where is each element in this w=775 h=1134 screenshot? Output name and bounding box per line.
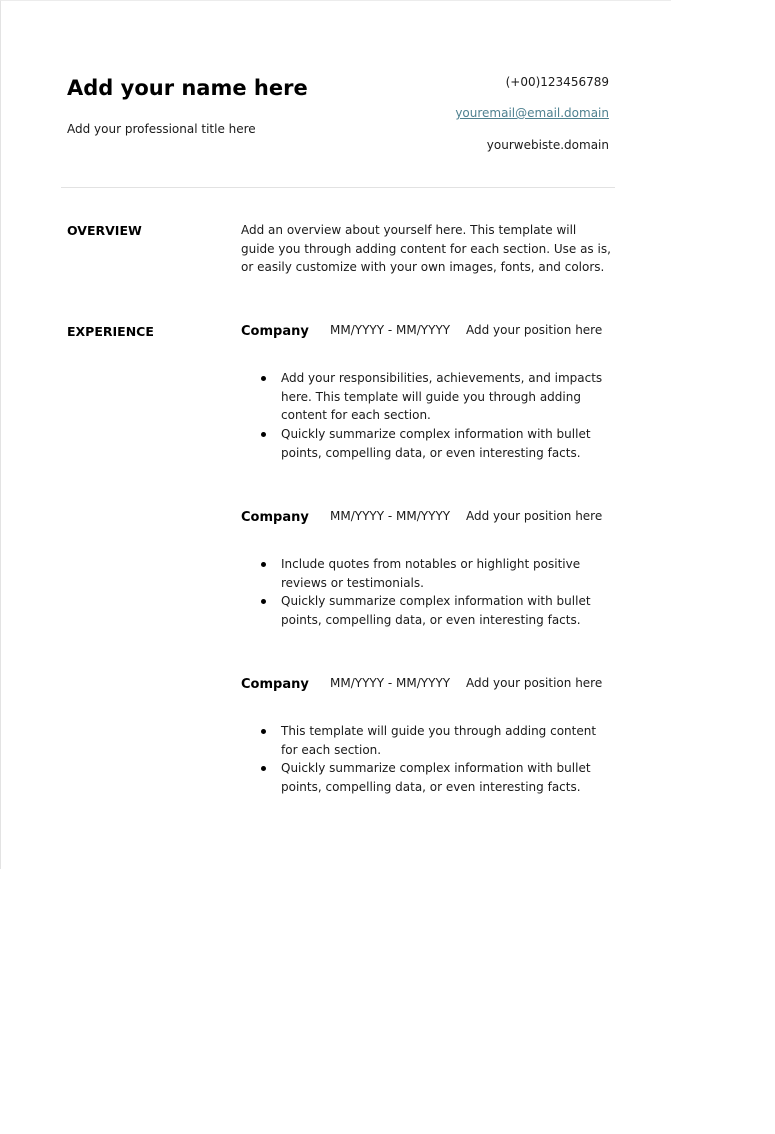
bullet-text: Add your responsibilities, achievements, and impacts here. This template will guide you through adding content for each section. — [281, 371, 603, 423]
bullet-list — [260, 555, 612, 630]
experience-heading: EXPERIENCE — [67, 324, 154, 339]
job-position[interactable]: Add your position here — [466, 509, 603, 523]
overview-text[interactable]: Add an overview about yourself here. This template will guide you through adding content for each section. Use as is, or easily customize with your own images, fonts, and colors. — [241, 223, 611, 275]
bullet-text: Include quotes from notables or highlight positive reviews or testimonials. — [281, 557, 581, 590]
bullet-item[interactable] — [260, 555, 612, 592]
job-header-row — [241, 323, 621, 343]
bullet-icon — [261, 729, 266, 734]
bullet-text: Quickly summarize complex information with bullet points, compelling data, or even interesting facts. — [281, 761, 591, 795]
professional-title[interactable]: Add your professional title here — [67, 122, 256, 136]
company-name[interactable]: Company — [241, 510, 309, 525]
job-dates[interactable]: MM/YYYY - MM/YYYY — [330, 676, 451, 690]
job-position[interactable]: Add your position here — [466, 323, 603, 337]
bullet-item[interactable] — [260, 425, 612, 462]
email-link[interactable]: youremail@email.domain — [455, 106, 609, 120]
bullet-text: This template will guide you through adding content for each section. — [281, 724, 597, 757]
job-dates[interactable]: MM/YYYY - MM/YYYY — [330, 509, 451, 523]
bullet-icon — [261, 599, 266, 604]
bullet-icon — [261, 376, 266, 381]
bullet-icon — [261, 432, 266, 437]
experience-entry — [241, 323, 621, 460]
bullet-item[interactable] — [260, 759, 612, 796]
bullet-icon — [261, 562, 266, 567]
experience-entry — [241, 676, 621, 795]
job-header-row — [241, 676, 621, 696]
company-name[interactable]: Company — [241, 324, 309, 339]
job-position[interactable]: Add your position here — [466, 676, 603, 690]
bullet-item[interactable] — [260, 369, 612, 425]
bullet-list — [260, 369, 612, 463]
job-header-row — [241, 509, 621, 529]
bullet-list — [260, 722, 612, 797]
experience-entry — [241, 509, 621, 628]
overview-heading: OVERVIEW — [67, 223, 142, 238]
bullet-text: Quickly summarize complex information with bullet points, compelling data, or even interesting facts. — [281, 427, 591, 460]
job-dates[interactable]: MM/YYYY - MM/YYYY — [330, 323, 451, 337]
bullet-item[interactable] — [260, 722, 612, 759]
company-name[interactable]: Company — [241, 677, 309, 692]
phone-number[interactable]: (+00)123456789 — [505, 75, 609, 89]
bullet-item[interactable] — [260, 592, 612, 629]
bullet-icon — [261, 766, 266, 771]
bullet-text: Quickly summarize complex information with bullet points, compelling data, or even interesting facts. — [281, 594, 591, 628]
resume-name[interactable]: Add your name here — [67, 76, 308, 100]
website[interactable]: yourwebiste.domain — [486, 138, 609, 152]
header-divider — [61, 187, 615, 188]
